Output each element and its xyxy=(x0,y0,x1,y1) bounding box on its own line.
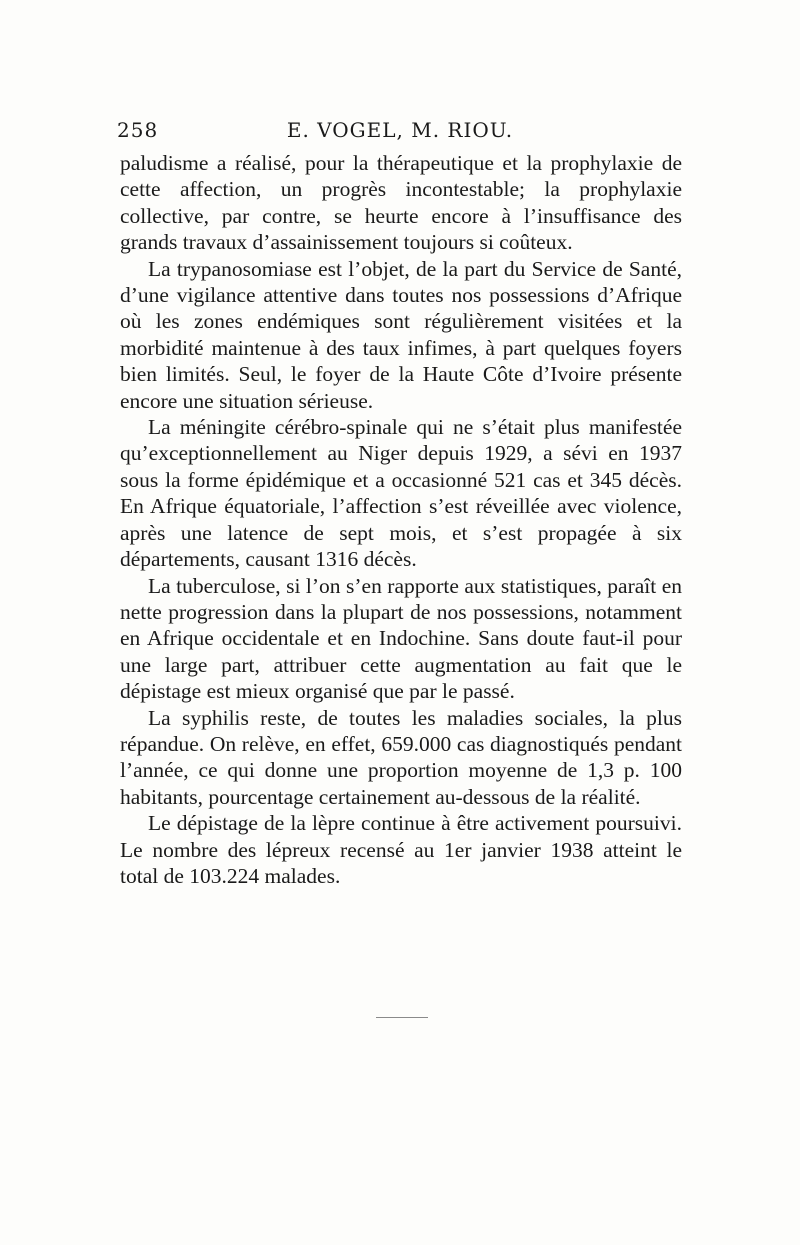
paragraph-paludisme: paludisme a réalisé, pour la thérapeutique et la prophylaxie de cette affection, un progrès incontestable; la prophylaxie collective, par contre, se heurte encore à l’insuffisance des grands travaux d’assainissement toujours si coûteux. xyxy=(120,151,682,255)
body-text xyxy=(120,150,682,889)
running-head-title: E. VOGEL, M. RIOU. xyxy=(286,118,514,142)
paragraph-syphilis: La syphilis reste, de toutes les maladies sociales, la plus répandue. On relève, en effet, 659.000 cas diagnostiqués pendant l’année, ce qui donne une proportion moyenne de 1,3 p. 100 habitants, pourcentage certainement au-dessous de la réalité. xyxy=(120,705,682,809)
paragraph-meningite: La méningite cérébro-spinale qui ne s’était plus manifestée qu’exceptionnellement au Niger depuis 1929, a sévi en 1937 sous la forme épidémique et a occasionné 521 cas et 345 décès. En Afrique équatoriale, l’affection s’est réveillée avec violence, après une latence de sept mois, et s’est propagée à six départements, causant 1316 décès. xyxy=(120,415,682,572)
running-head xyxy=(117,118,683,148)
paragraph-lepre: Le dépistage de la lèpre continue à être activement poursuivi. Le nombre des lépreux recensé au 1er janvier 1938 atteint le total de 103.224 malades. xyxy=(120,811,682,888)
page-number: 258 xyxy=(117,118,159,142)
paragraph-trypanosomiase: La trypanosomiase est l’objet, de la part du Service de Santé, d’une vigilance attentive dans toutes nos possessions d’Afrique où les zones endémiques sont régulièrement visitées et la morbidité maintenue à des taux infimes, à part quelques foyers bien limités. Seul, le foyer de la Haute Côte d’Ivoire présente encore une situation sérieuse. xyxy=(120,256,682,413)
paragraph-tuberculose: La tuberculose, si l’on s’en rapporte aux statistiques, paraît en nette progression dans la plupart de nos possessions, notamment en Afrique occidentale et en Indochine. Sans doute faut-il pour une large part, attribuer cette augmentation au fait que le dépistage est mieux organisé que par le passé. xyxy=(120,573,682,704)
section-separator-rule xyxy=(376,1017,428,1018)
